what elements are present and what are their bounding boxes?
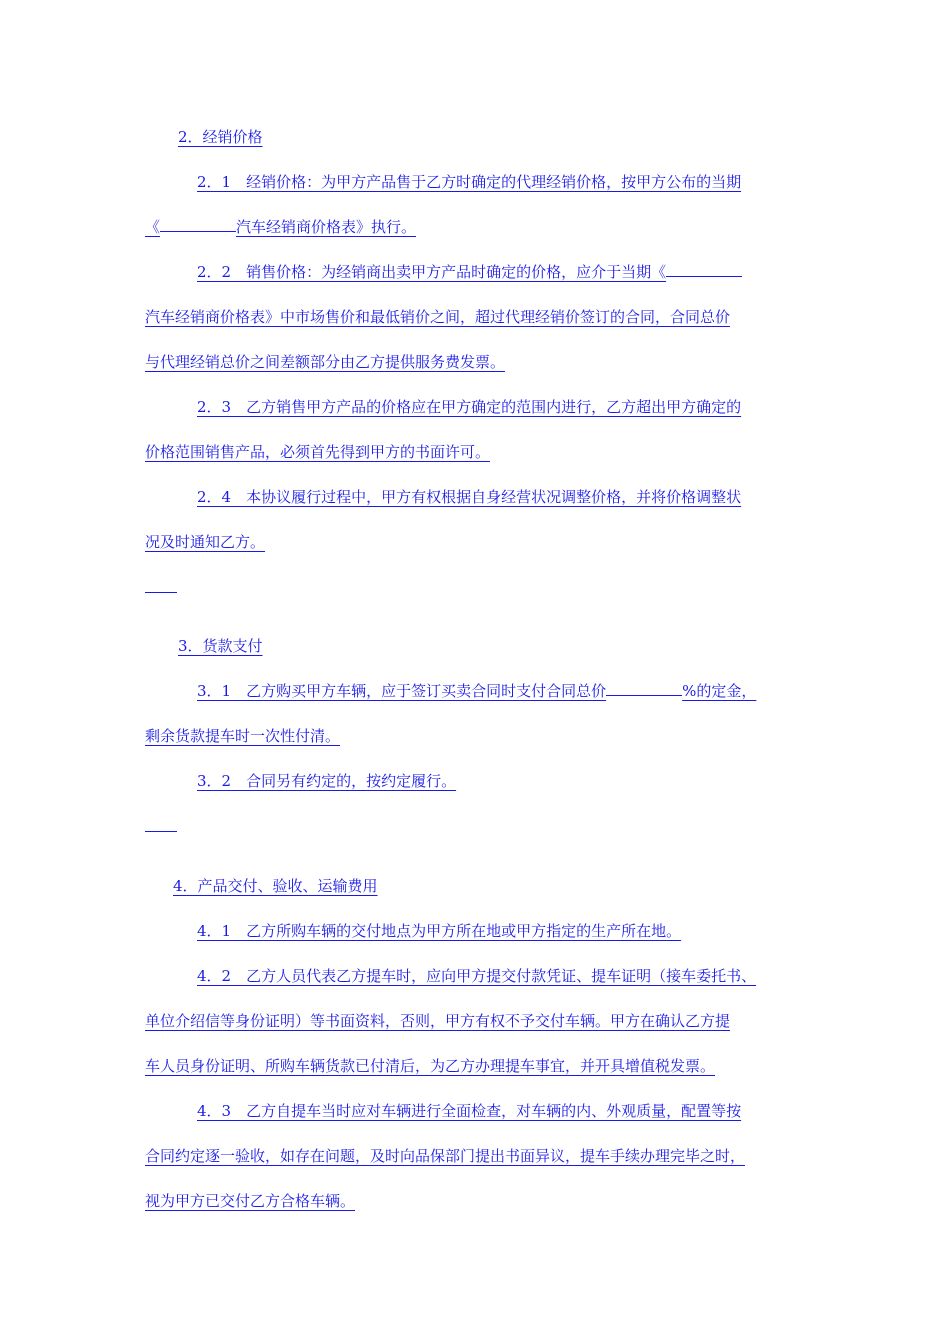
clause-2-2-line-2 <box>145 307 730 327</box>
clause-2-1-text-1: 2．1 经销价格：为甲方产品售于乙方时确定的代理经销价格，按甲方公布的当期 <box>197 173 742 191</box>
clause-4-3-line-3 <box>145 1191 355 1211</box>
clause-3-2-line-1 <box>145 771 456 791</box>
deposit-percent-blank <box>606 681 682 696</box>
clause-4-2-line-2 <box>145 1011 730 1031</box>
clause-2-4-text-1: 2．4 本协议履行过程中，甲方有权根据自身经营状况调整价格，并将价格调整状 <box>197 488 742 506</box>
clause-4-1-line-1 <box>145 921 681 941</box>
section-2-heading-text: 2．经销价格 <box>178 128 263 146</box>
clause-2-1-text-2a: 《 <box>145 218 161 236</box>
clause-4-2-text-1: 4．2 乙方人员代表乙方提车时，应向甲方提交付款凭证、提车证明（接车委托书、 <box>197 967 757 985</box>
clause-4-3-line-2 <box>145 1146 745 1166</box>
clause-3-1-line-2 <box>145 726 340 746</box>
section-divider-1 <box>145 592 177 593</box>
clause-3-1-text-1b: %的定金， <box>682 682 757 700</box>
clause-3-1-text-2: 剩余货款提车时一次性付清。 <box>145 727 341 745</box>
clause-2-1-text-2b: 汽车经销商价格表》执行。 <box>236 218 417 236</box>
clause-4-2-text-2: 单位介绍信等身份证明）等书面资料，否则，甲方有权不予交付车辆。甲方在确认乙方提 <box>145 1012 731 1030</box>
clause-2-2-text-2: 汽车经销商价格表》中市场售价和最低销价之间，超过代理经销价签订的合同，合同总价 <box>145 308 731 326</box>
price-table-name-blank <box>160 217 236 232</box>
section-2-heading <box>145 127 263 147</box>
clause-3-1-line-1 <box>145 681 756 701</box>
clause-2-3-line-2 <box>145 442 490 462</box>
clause-4-3-text-2: 合同约定逐一验收，如存在问题，及时向品保部门提出书面异议，提车手续办理完毕之时， <box>145 1147 746 1165</box>
clause-4-2-text-3: 车人员身份证明、所购车辆货款已付清后，为乙方办理提车事宜，并开具增值税发票。 <box>145 1057 716 1075</box>
clause-4-3-line-1 <box>145 1101 741 1121</box>
section-3-heading-text: 3．货款支付 <box>178 637 263 655</box>
clause-2-3-text-1: 2．3 乙方销售甲方产品的价格应在甲方确定的范围内进行，乙方超出甲方确定的 <box>197 398 742 416</box>
price-table-name-blank-2 <box>666 262 742 277</box>
clause-2-2-text-1: 2．2 销售价格：为经销商出卖甲方产品时确定的价格，应介于当期《 <box>197 263 667 281</box>
clause-2-2-line-1 <box>145 262 742 282</box>
section-divider-2 <box>145 831 177 832</box>
clause-2-1-line-2 <box>145 217 416 237</box>
clause-2-4-line-2 <box>145 532 265 552</box>
clause-3-2-text-1: 3．2 合同另有约定的，按约定履行。 <box>197 772 457 790</box>
clause-4-2-line-1 <box>145 966 756 986</box>
clause-2-4-line-1 <box>145 487 741 507</box>
clause-2-4-text-2: 况及时通知乙方。 <box>145 533 266 551</box>
clause-2-2-line-3 <box>145 352 505 372</box>
section-4-heading-text: 4．产品交付、验收、运输费用 <box>173 877 378 895</box>
clause-3-1-text-1a: 3．1 乙方购买甲方车辆，应于签订买卖合同时支付合同总价 <box>197 682 607 700</box>
clause-4-3-text-1: 4．3 乙方自提车当时应对车辆进行全面检查，对车辆的内、外观质量，配置等按 <box>197 1102 742 1120</box>
clause-2-3-text-2: 价格范围销售产品，必须首先得到甲方的书面许可。 <box>145 443 491 461</box>
clause-4-1-text-1: 4．1 乙方所购车辆的交付地点为甲方所在地或甲方指定的生产所在地。 <box>197 922 682 940</box>
clause-2-3-line-1 <box>145 397 741 417</box>
clause-2-2-text-3: 与代理经销总价之间差额部分由乙方提供服务费发票。 <box>145 353 506 371</box>
section-4-heading <box>140 876 378 896</box>
section-3-heading <box>145 636 263 656</box>
clause-4-2-line-3 <box>145 1056 715 1076</box>
clause-2-1-line-1 <box>145 172 741 192</box>
clause-4-3-text-3: 视为甲方已交付乙方合格车辆。 <box>145 1192 356 1210</box>
